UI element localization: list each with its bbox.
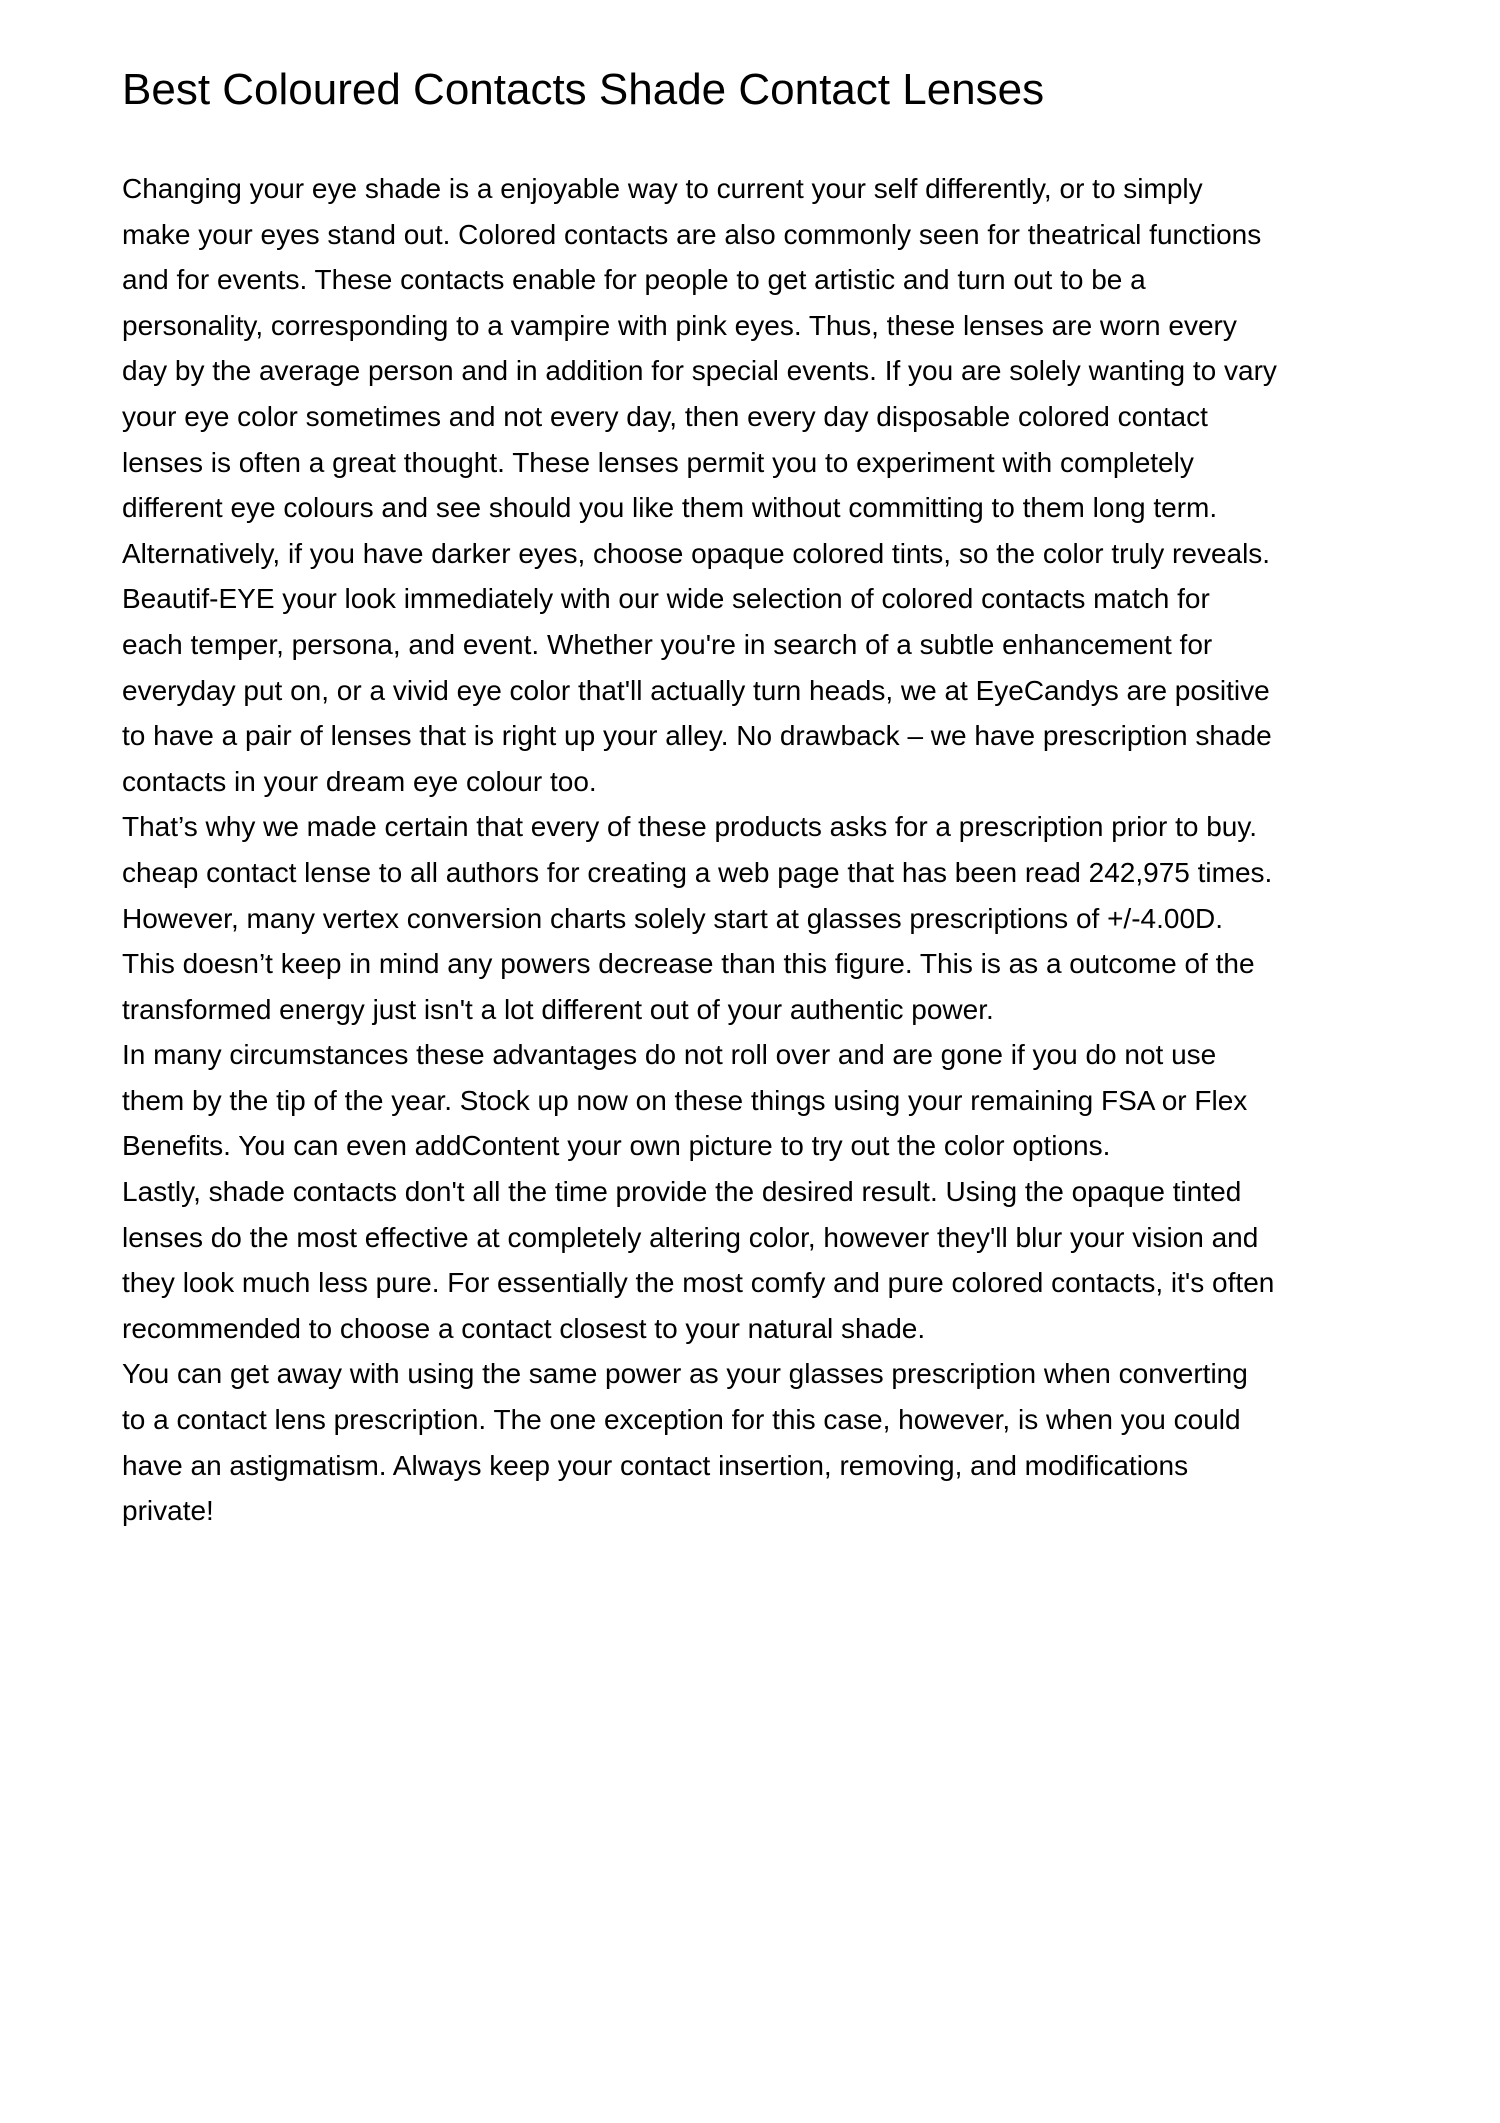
text-line: them by the tip of the year. Stock up now on these things using your remaining FSA or Flex bbox=[122, 1084, 1248, 1116]
text-line: Beautif-EYE your look immediately with our wide selection of colored contacts match for bbox=[122, 583, 1210, 615]
text-line: your eye color sometimes and not every day, then every day disposable colored contact bbox=[122, 400, 1208, 432]
text-line: transformed energy just isn't a lot different out of your authentic power. bbox=[122, 993, 994, 1025]
text-line: lenses do the most effective at completely altering color, however they'll blur your vision and bbox=[122, 1221, 1259, 1253]
text-line: This doesn’t keep in mind any powers decrease than this figure. This is as a outcome of the bbox=[122, 948, 1255, 980]
page-title: Best Coloured Contacts Shade Contact Lenses bbox=[122, 65, 1045, 114]
article-body bbox=[122, 166, 1277, 1534]
text-line: different eye colours and see should you like them without committing to them long term. bbox=[122, 492, 1218, 524]
paragraph bbox=[122, 1032, 1277, 1169]
text-line: have an astigmatism. Always keep your contact insertion, removing, and modifications bbox=[122, 1449, 1189, 1481]
text-line: make your eyes stand out. Colored contacts are also commonly seen for theatrical functions bbox=[122, 218, 1262, 250]
text-line: Lastly, shade contacts don't all the time provide the desired result. Using the opaque tinted bbox=[122, 1176, 1242, 1208]
text-line: lenses is often a great thought. These lenses permit you to experiment with completely bbox=[122, 446, 1194, 478]
text-line: everyday put on, or a vivid eye color that'll actually turn heads, we at EyeCandys are positive bbox=[122, 674, 1270, 706]
text-line: they look much less pure. For essentially the most comfy and pure colored contacts, it's often bbox=[122, 1267, 1275, 1299]
text-line: recommended to choose a contact closest to your natural shade. bbox=[122, 1312, 926, 1344]
text-line: private! bbox=[122, 1495, 214, 1527]
text-line: That’s why we made certain that every of these products asks for a prescription prior to buy. bbox=[122, 811, 1258, 843]
paragraph bbox=[122, 1351, 1277, 1533]
paragraph bbox=[122, 804, 1277, 1032]
text-line: You can get away with using the same power as your glasses prescription when converting bbox=[122, 1358, 1248, 1390]
text-line: However, many vertex conversion charts solely start at glasses prescriptions of +/-4.00D. bbox=[122, 902, 1224, 934]
paragraph bbox=[122, 166, 1277, 804]
text-line: Benefits. You can even addContent your own picture to try out the color options. bbox=[122, 1130, 1111, 1162]
text-line: In many circumstances these advantages do not roll over and are gone if you do not use bbox=[122, 1039, 1217, 1071]
text-line: personality, corresponding to a vampire with pink eyes. Thus, these lenses are worn every bbox=[122, 309, 1237, 341]
paragraph bbox=[122, 1169, 1277, 1351]
text-line: Changing your eye shade is a enjoyable way to current your self differently, or to simply bbox=[122, 173, 1203, 204]
text-line: cheap contact lense to all authors for creating a web page that has been read 242,975 times. bbox=[122, 856, 1273, 888]
text-line: contacts in your dream eye colour too. bbox=[122, 765, 597, 797]
text-line: to have a pair of lenses that is right up your alley. No drawback – we have prescription shade bbox=[122, 720, 1272, 752]
text-line: day by the average person and in addition for special events. If you are solely wanting to vary bbox=[122, 355, 1277, 387]
text-line: to a contact lens prescription. The one exception for this case, however, is when you could bbox=[122, 1404, 1241, 1436]
text-line: and for events. These contacts enable for people to get artistic and turn out to be a bbox=[122, 264, 1146, 296]
text-line: Alternatively, if you have darker eyes, choose opaque colored tints, so the color truly reveals. bbox=[122, 537, 1271, 569]
text-line: each temper, persona, and event. Whether you're in search of a subtle enhancement for bbox=[122, 628, 1213, 660]
